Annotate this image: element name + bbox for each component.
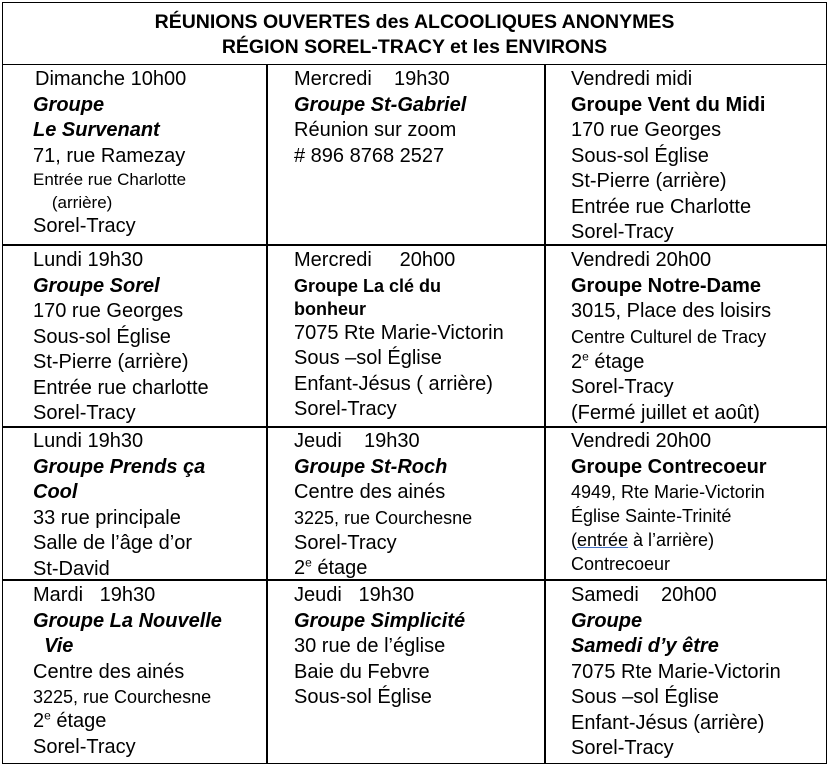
group-name: Groupe La clé du <box>294 275 442 296</box>
column-divider-1 <box>266 65 268 763</box>
address-line: Sous –sol Église <box>294 347 442 369</box>
meeting-time: Lundi 19h30 <box>33 249 144 271</box>
details-line: Réunion sur zoom <box>294 119 457 141</box>
group-name: Groupe Contrecoeur <box>571 455 767 478</box>
meeting-time: Samedi 20h00 <box>571 584 717 606</box>
meeting-cell-contrecoeur <box>571 429 825 578</box>
floor-number: 2 <box>33 710 45 732</box>
meeting-cell-la-nouvelle-vie <box>33 583 265 763</box>
group-name: Groupe Simplicité <box>294 609 466 632</box>
meeting-cell-la-cle-du-bonheur <box>294 248 542 425</box>
address-line: Centre des ainés <box>33 660 185 683</box>
address-line: 7075 Rte Marie-Victorin <box>571 660 781 683</box>
group-name: Groupe Notre-Dame <box>571 274 762 297</box>
floor-line <box>294 556 542 578</box>
floor-line <box>33 709 265 735</box>
floor-line <box>571 350 825 376</box>
group-name: Groupe Vent du Midi <box>571 93 766 116</box>
address-line: 170 rue Georges <box>33 300 184 322</box>
address-line: 71, rue Ramezay <box>33 144 186 167</box>
meeting-time: Mercredi 20h00 <box>294 249 456 271</box>
meeting-cell-st-roch <box>294 429 542 578</box>
group-name: Groupe <box>571 609 643 632</box>
group-name: Groupe Prends ça <box>33 455 206 478</box>
table-header <box>3 3 826 65</box>
city-line: Sorel-Tracy <box>33 402 136 424</box>
address-line: Église Sainte-Trinité <box>571 506 732 526</box>
floor-number: 2 <box>571 350 583 373</box>
address-line: 7075 Rte Marie-Victorin <box>294 321 504 344</box>
floor-suffix: e <box>44 708 51 723</box>
meeting-time: Mardi 19h30 <box>33 584 156 606</box>
paren-open: ( <box>571 530 577 550</box>
city-line: Sorel-Tracy <box>33 215 136 237</box>
meeting-cell-simplicite <box>294 583 542 763</box>
row-divider-2 <box>3 426 826 428</box>
group-name-cont: Cool <box>33 481 78 503</box>
group-name: Groupe St-Roch <box>294 455 448 478</box>
address-line: St-Pierre (arrière) <box>571 170 727 192</box>
meeting-time: Vendredi 20h00 <box>571 249 712 271</box>
address-line: 4949, Rte Marie-Victorin <box>571 482 765 502</box>
group-name: Groupe Sorel <box>33 274 160 297</box>
entrance-rest: à l’arrière) <box>628 530 715 550</box>
row-divider-3 <box>3 579 826 581</box>
city-line: Sorel-Tracy <box>294 398 397 420</box>
meeting-time: Lundi 19h30 <box>33 430 144 452</box>
meeting-cell-dimanche <box>33 67 265 243</box>
city-line: Baie du Febvre <box>294 660 430 683</box>
address-line: 170 rue Georges <box>571 119 722 141</box>
zoom-id: # 896 8768 2527 <box>294 144 445 167</box>
city-line: Sorel-Tracy <box>294 531 397 554</box>
meeting-cell-samedi-dy-etre <box>571 583 825 763</box>
address-line: Sous-sol Église <box>571 144 709 167</box>
row-divider-1 <box>3 244 826 246</box>
group-name: Groupe La Nouvelle <box>33 609 222 632</box>
city-line: Contrecoeur <box>571 554 671 574</box>
address-line: 30 rue de l’église <box>294 635 446 657</box>
floor-label: étage <box>588 350 645 373</box>
address-line: Entrée rue charlotte <box>33 376 209 399</box>
meeting-cell-sorel <box>33 248 265 425</box>
address-line: St-Pierre (arrière) <box>33 351 189 373</box>
city-line: St-David <box>33 557 110 578</box>
floor-suffix: e <box>305 555 312 570</box>
meeting-time: Jeudi 19h30 <box>294 430 420 452</box>
entrance-note-cont: (arrière) <box>33 192 113 212</box>
meeting-time: Vendredi 20h00 <box>571 430 712 452</box>
city-line: Sorel-Tracy <box>571 221 674 243</box>
meeting-cell-st-gabriel <box>294 67 542 243</box>
address-line: 33 rue principale <box>33 506 181 529</box>
meeting-time: Jeudi 19h30 <box>294 584 415 606</box>
meeting-cell-prends-ca-cool <box>33 429 265 578</box>
address-line: Enfant-Jésus ( arrière) <box>294 372 493 395</box>
entrance-word: entrée <box>577 530 629 550</box>
group-name-cont: bonheur <box>294 298 366 319</box>
address-line: Entrée rue Charlotte <box>571 195 752 218</box>
city-line: Sorel-Tracy <box>571 376 674 398</box>
address-line: Sous-sol Église <box>294 686 432 708</box>
floor-suffix: e <box>582 348 589 363</box>
address-line: 3015, Place des loisirs <box>571 300 772 322</box>
meeting-time: Mercredi 19h30 <box>294 68 450 90</box>
meeting-cell-vent-du-midi <box>571 67 825 243</box>
meeting-time: Vendredi midi <box>571 68 693 90</box>
column-divider-2 <box>544 65 546 763</box>
city-line: Sorel-Tracy <box>571 737 674 759</box>
meetings-table <box>2 2 827 764</box>
floor-label: étage <box>50 710 107 732</box>
city-line: Sorel-Tracy <box>33 735 136 758</box>
group-name-cont: Vie <box>33 635 74 657</box>
address-line: Salle de l’âge d’or <box>33 532 192 554</box>
group-name-cont: Samedi d’y être <box>571 635 719 657</box>
meeting-cell-notre-dame <box>571 248 825 425</box>
floor-label: étage <box>311 557 368 578</box>
entrance-note <box>571 528 825 552</box>
closure-note: (Fermé juillet et août) <box>571 401 760 424</box>
title-line-1: RÉUNIONS OUVERTES des ALCOOLIQUES ANONYMES <box>154 11 675 33</box>
address-line: Centre Culturel de Tracy <box>571 326 767 347</box>
address-line: Enfant-Jésus (arrière) <box>571 711 765 734</box>
group-name: Groupe St-Gabriel <box>294 93 467 116</box>
address-line: Centre des ainés <box>294 481 446 503</box>
meeting-time: Dimanche 10h00 <box>35 68 187 90</box>
address-line: 3225, rue Courchesne <box>33 687 212 707</box>
entrance-note: Entrée rue Charlotte <box>33 170 187 189</box>
floor-number: 2 <box>294 557 306 578</box>
title-line-2: RÉGION SOREL-TRACY et les ENVIRONS <box>221 36 608 58</box>
address-line: 3225, rue Courchesne <box>294 507 473 528</box>
group-name: Groupe <box>33 93 105 116</box>
address-line: Sous –sol Église <box>571 686 719 708</box>
address-line: Sous-sol Église <box>33 325 171 348</box>
group-name-cont: Le Survenant <box>33 119 160 141</box>
